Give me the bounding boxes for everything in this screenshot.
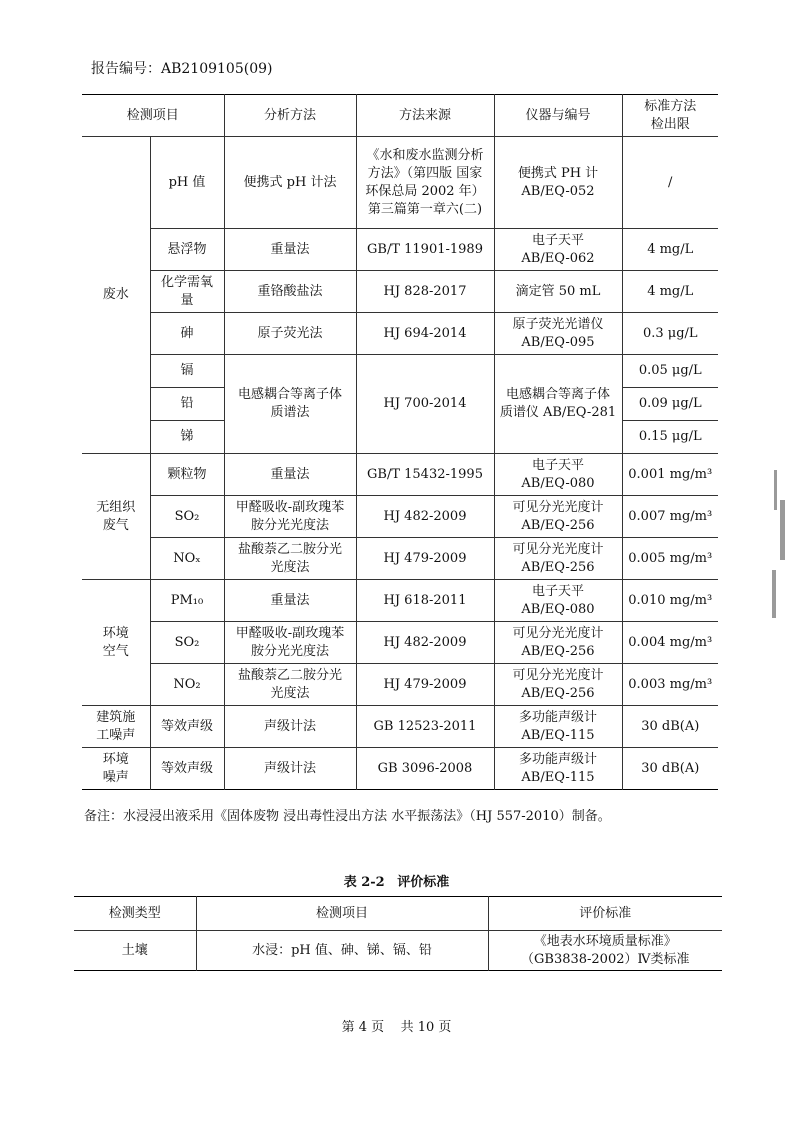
limit-cell: 4 mg/L [622, 271, 718, 313]
source-cell: HJ 700-2014 [356, 355, 494, 454]
source-cell: HJ 479-2009 [356, 664, 494, 706]
evaluation-standard-table [74, 896, 722, 971]
item-cell: 化学需氧 量 [150, 271, 224, 313]
item-cell: pH 值 [150, 137, 224, 229]
limit-cell: / [622, 137, 718, 229]
item-cell: 砷 [150, 313, 224, 355]
instrument-cell: 多功能声级计 AB/EQ-115 [494, 706, 622, 748]
table-row [82, 271, 718, 313]
source-cell: HJ 618-2011 [356, 580, 494, 622]
group-environment-noise: 环境 噪声 [82, 748, 150, 790]
item-cell: 水浸：pH 值、砷、锑、镉、铅 [196, 931, 488, 971]
group-unorganized-gas: 无组织 废气 [82, 454, 150, 580]
method-cell: 重量法 [224, 454, 356, 496]
table-caption [0, 871, 793, 890]
scan-artifact [770, 470, 788, 620]
source-cell: HJ 828-2017 [356, 271, 494, 313]
source-cell: HJ 694-2014 [356, 313, 494, 355]
table-row [82, 313, 718, 355]
table-row [82, 496, 718, 538]
method-cell: 盐酸萘乙二胺分光 光度法 [224, 664, 356, 706]
instrument-cell: 电子天平 AB/EQ-080 [494, 580, 622, 622]
method-cell: 盐酸萘乙二胺分光 光度法 [224, 538, 356, 580]
table-row [74, 931, 722, 971]
limit-cell: 0.003 mg/m³ [622, 664, 718, 706]
instrument-cell: 可见分光光度计 AB/EQ-256 [494, 538, 622, 580]
table-row [82, 748, 718, 790]
header-source: 方法来源 [356, 95, 494, 137]
table-row [82, 454, 718, 496]
source-cell: HJ 479-2009 [356, 538, 494, 580]
group-wastewater: 废水 [82, 137, 150, 454]
method-cell: 重量法 [224, 229, 356, 271]
instrument-cell: 原子荧光光谱仪 AB/EQ-095 [494, 313, 622, 355]
table-row [82, 706, 718, 748]
table-row [82, 622, 718, 664]
limit-cell: 30 dB(A) [622, 706, 718, 748]
table-row [82, 229, 718, 271]
method-cell: 原子荧光法 [224, 313, 356, 355]
table-row [82, 580, 718, 622]
method-cell: 便携式 pH 计法 [224, 137, 356, 229]
instrument-cell: 多功能声级计 AB/EQ-115 [494, 748, 622, 790]
table-row [82, 538, 718, 580]
instrument-cell: 可见分光光度计 AB/EQ-256 [494, 622, 622, 664]
instrument-cell: 便携式 PH 计 AB/EQ-052 [494, 137, 622, 229]
remark-note: 备注：水浸浸出液采用《固体废物 浸出毒性浸出方法 水平振荡法》（HJ 557-2010）制备。 [84, 809, 611, 824]
method-cell: 甲醛吸收-副玫瑰苯 胺分光光度法 [224, 622, 356, 664]
detection-methods-table [82, 94, 718, 790]
table-row [82, 664, 718, 706]
instrument-cell: 电感耦合等离子体 质谱仪 AB/EQ-281 [494, 355, 622, 454]
header-instrument: 仪器与编号 [494, 95, 622, 137]
limit-cell: 0.15 μg/L [622, 421, 718, 454]
item-cell: 锑 [150, 421, 224, 454]
standard-cell: 《地表水环境质量标准》 （GB3838-2002）Ⅳ类标准 [488, 931, 722, 971]
source-cell: 《水和废水监测分析 方法》（第四版 国家 环保总局 2002 年） 第三篇第一章六(二) [356, 137, 494, 229]
method-cell: 声级计法 [224, 706, 356, 748]
method-cell: 电感耦合等离子体 质谱法 [224, 355, 356, 454]
limit-cell: 0.010 mg/m³ [622, 580, 718, 622]
item-cell: SO₂ [150, 496, 224, 538]
instrument-cell: 可见分光光度计 AB/EQ-256 [494, 496, 622, 538]
item-cell: 镉 [150, 355, 224, 388]
limit-cell: 0.09 μg/L [622, 388, 718, 421]
group-ambient-air: 环境 空气 [82, 580, 150, 706]
limit-cell: 0.3 μg/L [622, 313, 718, 355]
caption-number: 表 2-2 [343, 875, 385, 890]
method-cell: 甲醛吸收-副玫瑰苯 胺分光光度法 [224, 496, 356, 538]
page-number: 第 4 页 共 10 页 [341, 1020, 452, 1035]
limit-cell: 0.005 mg/m³ [622, 538, 718, 580]
item-cell: 悬浮物 [150, 229, 224, 271]
source-cell: GB/T 11901-1989 [356, 229, 494, 271]
item-cell: 等效声级 [150, 706, 224, 748]
group-construction-noise: 建筑施 工噪声 [82, 706, 150, 748]
instrument-cell: 可见分光光度计 AB/EQ-256 [494, 664, 622, 706]
limit-cell: 4 mg/L [622, 229, 718, 271]
item-cell: 等效声级 [150, 748, 224, 790]
instrument-cell: 滴定管 50 mL [494, 271, 622, 313]
limit-cell: 0.007 mg/m³ [622, 496, 718, 538]
source-cell: HJ 482-2009 [356, 622, 494, 664]
instrument-cell: 电子天平 AB/EQ-062 [494, 229, 622, 271]
table-header-row [82, 95, 718, 137]
header-item: 检测项目 [82, 95, 224, 137]
header-type: 检测类型 [74, 897, 196, 931]
caption-title: 评价标准 [397, 875, 450, 890]
method-cell: 声级计法 [224, 748, 356, 790]
limit-cell: 0.004 mg/m³ [622, 622, 718, 664]
header-standard: 评价标准 [488, 897, 722, 931]
source-cell: GB 12523-2011 [356, 706, 494, 748]
header-limit: 标准方法 检出限 [622, 95, 718, 137]
method-cell: 重铬酸盐法 [224, 271, 356, 313]
limit-cell: 0.001 mg/m³ [622, 454, 718, 496]
header-method: 分析方法 [224, 95, 356, 137]
type-cell: 土壤 [74, 931, 196, 971]
table-row [82, 355, 718, 388]
item-cell: PM₁₀ [150, 580, 224, 622]
item-cell: NO₂ [150, 664, 224, 706]
limit-cell: 30 dB(A) [622, 748, 718, 790]
source-cell: GB 3096-2008 [356, 748, 494, 790]
source-cell: GB/T 15432-1995 [356, 454, 494, 496]
limit-cell: 0.05 μg/L [622, 355, 718, 388]
method-cell: 重量法 [224, 580, 356, 622]
item-cell: 颗粒物 [150, 454, 224, 496]
table-header-row [74, 897, 722, 931]
source-cell: HJ 482-2009 [356, 496, 494, 538]
item-cell: SO₂ [150, 622, 224, 664]
item-cell: 铅 [150, 388, 224, 421]
table-row [82, 137, 718, 229]
instrument-cell: 电子天平 AB/EQ-080 [494, 454, 622, 496]
item-cell: NOₓ [150, 538, 224, 580]
header-item: 检测项目 [196, 897, 488, 931]
report-number: 报告编号：AB2109105(09) [91, 61, 273, 77]
